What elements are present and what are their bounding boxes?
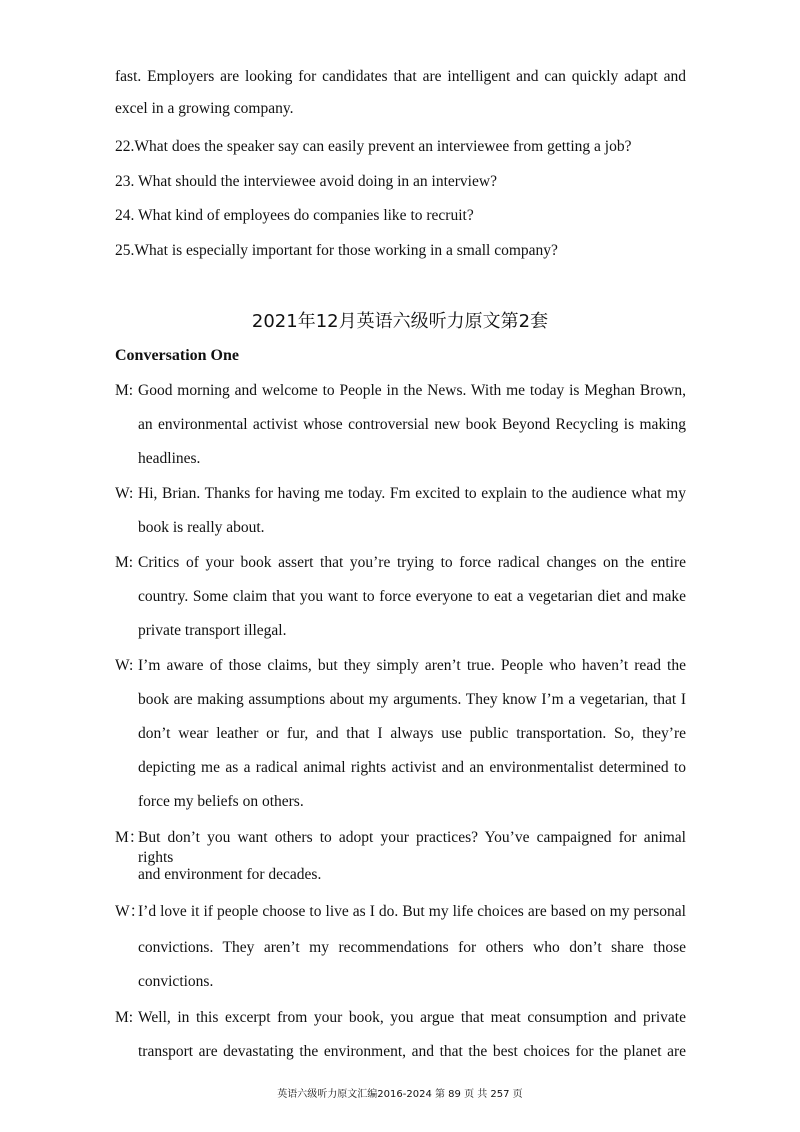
dialogue-line: force my beliefs on others. [138, 793, 304, 810]
dialogue-line: Good morning and welcome to People in the News. With me today is Meghan Brown, [138, 382, 686, 399]
speaker-label: M： [115, 829, 145, 846]
speaker-label: W： [115, 903, 146, 920]
dialogue-line: and environment for decades. [138, 866, 322, 883]
speaker-label: M: [115, 382, 134, 399]
dialogue-line: headlines. [138, 450, 201, 467]
speaker-label: M: [115, 554, 134, 571]
dialogue-line: Critics of your book assert that you’re trying to force radical changes on the entire [138, 554, 686, 571]
dialogue-line: country. Some claim that you want to force everyone to eat a vegetarian diet and make [138, 588, 686, 605]
dialogue-line: book are making assumptions about my arguments. They know I’m a vegetarian, that I [138, 691, 686, 708]
conversation-heading: Conversation One [115, 347, 239, 364]
question-23: 23. What should the interviewee avoid doing in an interview? [115, 173, 497, 190]
question-24: 24. What kind of employees do companies like to recruit? [115, 207, 474, 224]
dialogue-line: depicting me as a radical animal rights activist and an environmentalist determined to [138, 759, 686, 776]
dialogue-line: don’t wear leather or fur, and that I always use public transportation. So, they’re [138, 725, 686, 742]
question-22: 22.What does the speaker say can easily prevent an interviewee from getting a job? [115, 138, 632, 155]
dialogue-line: I’m aware of those claims, but they simply aren’t true. People who haven’t read the [138, 657, 686, 674]
speaker-label: W: [115, 657, 134, 674]
intro-line-1: fast. Employers are looking for candidates that are intelligent and can quickly adapt and [115, 68, 686, 85]
page-footer: 英语六级听力原文汇编2016-2024 第 89 页 共 257 页 [277, 1089, 523, 1100]
dialogue-line: book is really about. [138, 519, 265, 536]
dialogue-line: convictions. They aren’t my recommendations for others who don’t share those [138, 939, 686, 956]
question-25: 25.What is especially important for those working in a small company? [115, 242, 558, 259]
dialogue-line: But don’t you want others to adopt your practices? You’ve campaigned for animal rights [138, 829, 686, 866]
section-title: 2021年12月英语六级听力原文第2套 [251, 311, 549, 332]
speaker-label: M: [115, 1009, 134, 1026]
dialogue-line: convictions. [138, 973, 214, 990]
intro-line-2: excel in a growing company. [115, 100, 294, 117]
dialogue-line: private transport illegal. [138, 622, 287, 639]
speaker-label: W: [115, 485, 134, 502]
dialogue-line: an environmental activist whose controversial new book Beyond Recycling is making [138, 416, 686, 433]
dialogue-line: Well, in this excerpt from your book, you argue that meat consumption and private [138, 1009, 686, 1026]
dialogue-line: I’d love it if people choose to live as I do. But my life choices are based on my personal [138, 903, 686, 920]
dialogue-line: Hi, Brian. Thanks for having me today. Fm excited to explain to the audience what my [138, 485, 686, 502]
dialogue-line: transport are devastating the environment, and that the best choices for the planet are [138, 1043, 686, 1060]
